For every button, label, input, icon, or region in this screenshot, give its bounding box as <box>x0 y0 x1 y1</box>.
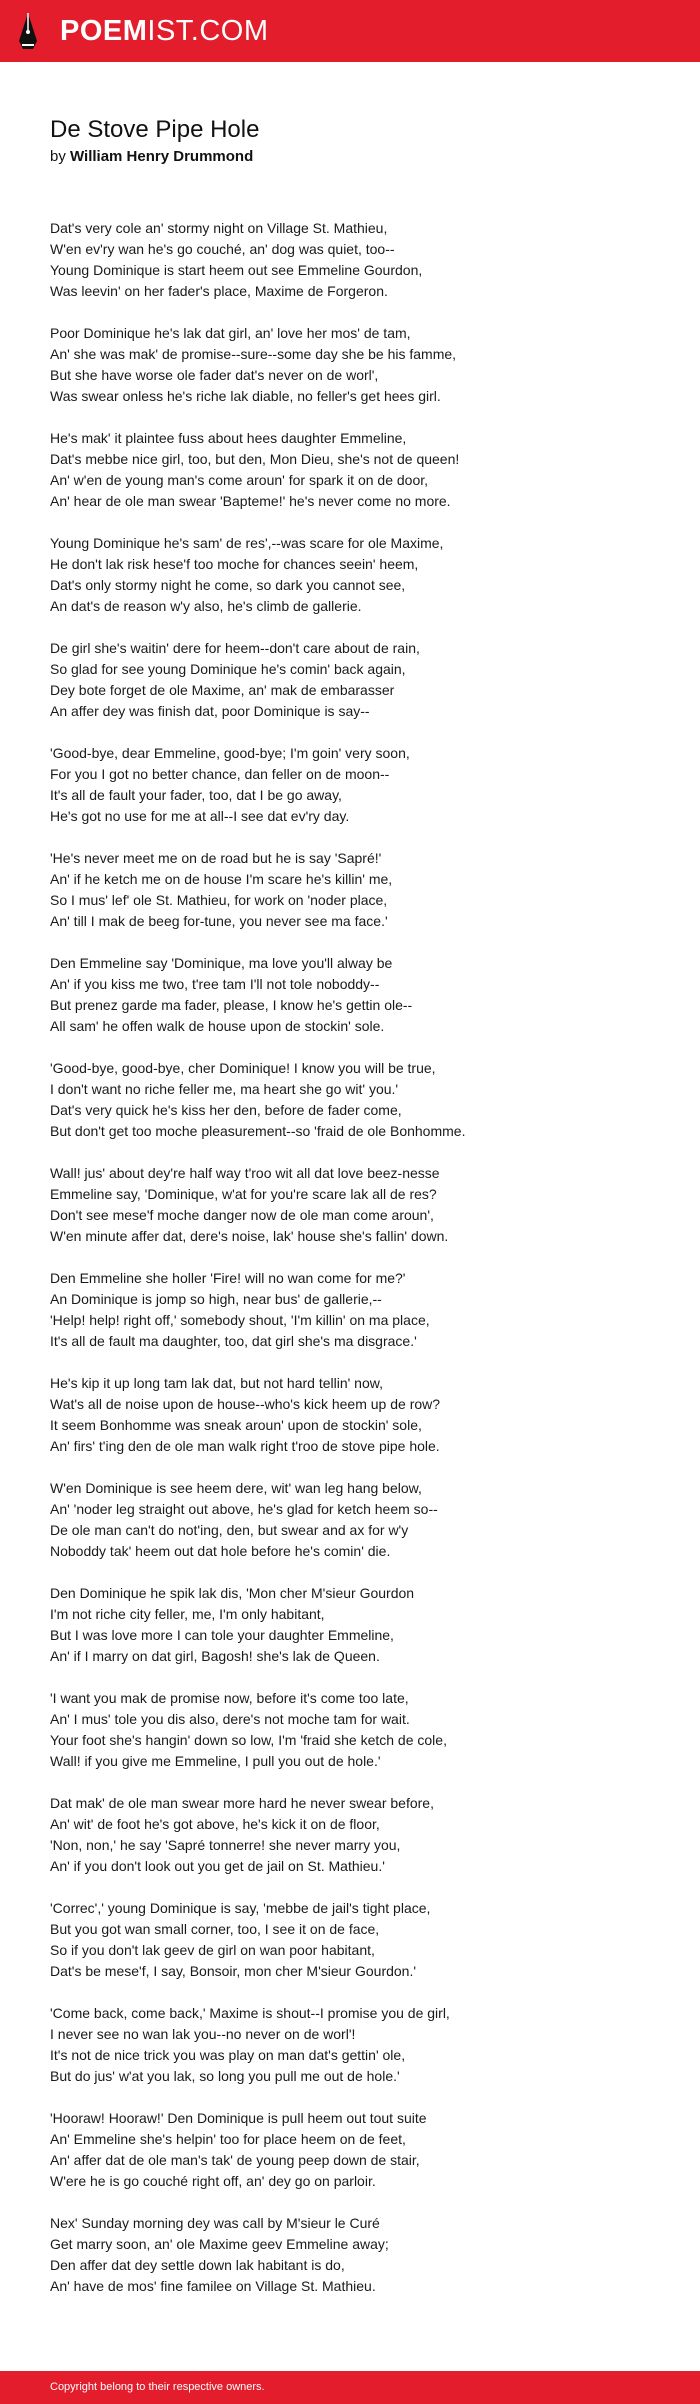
poem-line: W'ere he is go couché right off, an' dey go on parloir. <box>50 2173 376 2189</box>
poem-line: An' firs' t'ing den de ole man walk right t'roo de stove pipe hole. <box>50 1438 440 1454</box>
poem-line: Dat mak' de ole man swear more hard he never swear before, <box>50 1795 434 1811</box>
poem-line: An' if you don't look out you get de jail on St. Mathieu.' <box>50 1858 385 1874</box>
stanza <box>50 743 650 827</box>
poem-line: An' affer dat de ole man's tak' de young peep down de stair, <box>50 2152 420 2168</box>
poem-line: But you got wan small corner, too, I see it on de face, <box>50 1921 380 1937</box>
poem-line: So if you don't lak geev de girl on wan poor habitant, <box>50 1942 375 1958</box>
poem-line: Young Dominique he's sam' de res',--was scare for ole Maxime, <box>50 535 444 551</box>
poem-line: Dat's be mese'f, I say, Bonsoir, mon cher M'sieur Gourdon.' <box>50 1963 417 1979</box>
poem-line: An' if you kiss me two, t'ree tam I'll not tole noboddy-- <box>50 976 380 992</box>
poem-line: De girl she's waitin' dere for heem--don't care about de rain, <box>50 640 420 656</box>
poem-line: It's all de fault your fader, too, dat I be go away, <box>50 787 342 803</box>
stanza <box>50 1373 650 1457</box>
poem-line: Dey bote forget de ole Maxime, an' mak de embarasser <box>50 682 395 698</box>
poem-line: Was swear onless he's riche lak diable, no feller's get hees girl. <box>50 388 441 404</box>
stanza <box>50 1898 650 1982</box>
copyright-notice: Copyright belong to their respective owners. <box>50 2381 265 2393</box>
stanza <box>50 218 650 302</box>
poem-line: Wall! jus' about dey're half way t'roo wit all dat love beez-nesse <box>50 1165 440 1181</box>
poem-line: An' Emmeline she's helpin' too for place heem on de feet, <box>50 2131 406 2147</box>
stanza <box>50 2003 650 2087</box>
logo-text-strong: POEM <box>60 15 148 47</box>
poem-line: It's all de fault ma daughter, too, dat girl she's ma disgrace.' <box>50 1333 417 1349</box>
poem-line: Young Dominique is start heem out see Emmeline Gourdon, <box>50 262 423 278</box>
poem-line: But I was love more I can tole your daughter Emmeline, <box>50 1627 394 1643</box>
poem-line: Was leevin' on her fader's place, Maxime de Forgeron. <box>50 283 388 299</box>
stanza <box>50 428 650 512</box>
stanza <box>50 2213 650 2297</box>
stanza <box>50 2108 650 2192</box>
stanza <box>50 533 650 617</box>
poem-line: But she have worse ole fader dat's never on de worl', <box>50 367 379 383</box>
poem-author: William Henry Drummond <box>70 148 254 165</box>
poem-line: But do jus' w'at you lak, so long you pull me out de hole.' <box>50 2068 400 2084</box>
poem-line: So I mus' lef' ole St. Mathieu, for work on 'noder place, <box>50 892 388 908</box>
poem-line: W'en minute affer dat, dere's noise, lak' house she's fallin' down. <box>50 1228 449 1244</box>
poem-line: He don't lak risk hese'f too moche for chances seein' heem, <box>50 556 419 572</box>
poem-line: 'He's never meet me on de road but he is say 'Sapré!' <box>50 850 382 866</box>
poem-line: I never see no wan lak you--no never on de worl'! <box>50 2026 356 2042</box>
poem-line: Dat's only stormy night he come, so dark you cannot see, <box>50 577 406 593</box>
poem-line: An Dominique is jomp so high, near bus' de gallerie,-- <box>50 1291 382 1307</box>
poem-line: W'en ev'ry wan he's go couché, an' dog was quiet, too-- <box>50 241 395 257</box>
poem-body <box>50 218 650 2318</box>
poem-byline <box>50 148 253 165</box>
poem-line: An' have de mos' fine familee on Village St. Mathieu. <box>50 2278 376 2294</box>
poem-line: De ole man can't do not'ing, den, but swear and ax for w'y <box>50 1522 409 1538</box>
stanza <box>50 1478 650 1562</box>
poem-line: Den Emmeline say 'Dominique, ma love you'll alway be <box>50 955 393 971</box>
poem-line: An' w'en de young man's come aroun' for spark it on de door, <box>50 472 429 488</box>
stanza <box>50 1688 650 1772</box>
poem-line: So glad for see young Dominique he's comin' back again, <box>50 661 406 677</box>
poem-line: Poor Dominique he's lak dat girl, an' love her mos' de tam, <box>50 325 411 341</box>
poem-line: Don't see mese'f moche danger now de ole man come aroun', <box>50 1207 434 1223</box>
poem-line: Dat's very cole an' stormy night on Village St. Mathieu, <box>50 220 388 236</box>
poem-line: He's mak' it plaintee fuss about hees daughter Emmeline, <box>50 430 407 446</box>
poem-line: All sam' he offen walk de house upon de stockin' sole. <box>50 1018 385 1034</box>
poem-line: Emmeline say, 'Dominique, w'at for you're scare lak all de res? <box>50 1186 437 1202</box>
stanza <box>50 1163 650 1247</box>
poem-line: Your foot she's hangin' down so low, I'm 'fraid she ketch de cole, <box>50 1732 447 1748</box>
poem-title: De Stove Pipe Hole <box>50 116 260 143</box>
poem-line: I don't want no riche feller me, ma heart she go wit' you.' <box>50 1081 399 1097</box>
poem-line: 'I want you mak de promise now, before it's come too late, <box>50 1690 409 1706</box>
site-header <box>0 0 700 62</box>
poem-line: Wall! if you give me Emmeline, I pull you out de hole.' <box>50 1753 381 1769</box>
by-label: by <box>50 148 66 165</box>
poem-line: For you I got no better chance, dan feller on de moon-- <box>50 766 390 782</box>
poem-line: An' if he ketch me on de house I'm scare he's killin' me, <box>50 871 393 887</box>
poem-line: An affer dey was finish dat, poor Dominique is say-- <box>50 703 370 719</box>
poem-line: Den affer dat dey settle down lak habitant is do, <box>50 2257 345 2273</box>
stanza <box>50 1268 650 1352</box>
poem-line: An' 'noder leg straight out above, he's glad for ketch heem so-- <box>50 1501 438 1517</box>
poem-line: An dat's de reason w'y also, he's climb de gallerie. <box>50 598 362 614</box>
poem-line: 'Good-bye, dear Emmeline, good-bye; I'm goin' very soon, <box>50 745 410 761</box>
poem-line: Get marry soon, an' ole Maxime geev Emmeline away; <box>50 2236 389 2252</box>
poem-line: An' hear de ole man swear 'Bapteme!' he's never come no more. <box>50 493 451 509</box>
pen-nib-logo-icon <box>16 11 40 51</box>
poem-line: Noboddy tak' heem out dat hole before he's comin' die. <box>50 1543 391 1559</box>
poem-line: Den Emmeline she holler 'Fire! will no wan come for me?' <box>50 1270 406 1286</box>
poem-line: But don't get too moche pleasurement--so 'fraid de ole Bonhomme. <box>50 1123 466 1139</box>
stanza <box>50 1058 650 1142</box>
poem-line: An' she was mak' de promise--sure--some day she be his famme, <box>50 346 457 362</box>
logo-text-light: IST.COM <box>147 15 269 47</box>
stanza <box>50 848 650 932</box>
poem-line: An' if I marry on dat girl, Bagosh! she's lak de Queen. <box>50 1648 380 1664</box>
poem-line: I'm not riche city feller, me, I'm only habitant, <box>50 1606 325 1622</box>
poem-line: It seem Bonhomme was sneak aroun' upon de stockin' sole, <box>50 1417 422 1433</box>
site-footer <box>0 2371 700 2404</box>
poem-line: He's got no use for me at all--I see dat ev'ry day. <box>50 808 350 824</box>
poem-line: But prenez garde ma fader, please, I know he's gettin ole-- <box>50 997 413 1013</box>
poem-line: Den Dominique he spik lak dis, 'Mon cher M'sieur Gourdon <box>50 1585 415 1601</box>
poem-line: 'Help! help! right off,' somebody shout, 'I'm killin' on ma place, <box>50 1312 430 1328</box>
poem-line: Wat's all de noise upon de house--who's kick heem up de row? <box>50 1396 441 1412</box>
poem-line: An' till I mak de beeg for-tune, you never see ma face.' <box>50 913 388 929</box>
poem-line: An' wit' de foot he's got above, he's kick it on de floor, <box>50 1816 380 1832</box>
poem-line: 'Hooraw! Hooraw!' Den Dominique is pull heem out tout suite <box>50 2110 427 2126</box>
poem-line: 'Good-bye, good-bye, cher Dominique! I know you will be true, <box>50 1060 436 1076</box>
poem-line: 'Correc',' young Dominique is say, 'mebbe de jail's tight place, <box>50 1900 431 1916</box>
stanza <box>50 638 650 722</box>
poem-line: It's not de nice trick you was play on man dat's gettin' ole, <box>50 2047 406 2063</box>
poem-line: Dat's mebbe nice girl, too, but den, Mon Dieu, she's not de queen! <box>50 451 460 467</box>
poem-line: Dat's very quick he's kiss her den, before de fader come, <box>50 1102 402 1118</box>
poem-line: Nex' Sunday morning dey was call by M'sieur le Curé <box>50 2215 380 2231</box>
site-logo-link[interactable] <box>60 15 269 48</box>
stanza <box>50 953 650 1037</box>
stanza <box>50 1793 650 1877</box>
poem-line: An' I mus' tole you dis also, dere's not moche tam for wait. <box>50 1711 410 1727</box>
stanza <box>50 323 650 407</box>
poem-line: 'Come back, come back,' Maxime is shout--I promise you de girl, <box>50 2005 450 2021</box>
poem-line: W'en Dominique is see heem dere, wit' wan leg hang below, <box>50 1480 422 1496</box>
poem-line: He's kip it up long tam lak dat, but not hard tellin' now, <box>50 1375 383 1391</box>
stanza <box>50 1583 650 1667</box>
poem-line: 'Non, non,' he say 'Sapré tonnerre! she never marry you, <box>50 1837 401 1853</box>
